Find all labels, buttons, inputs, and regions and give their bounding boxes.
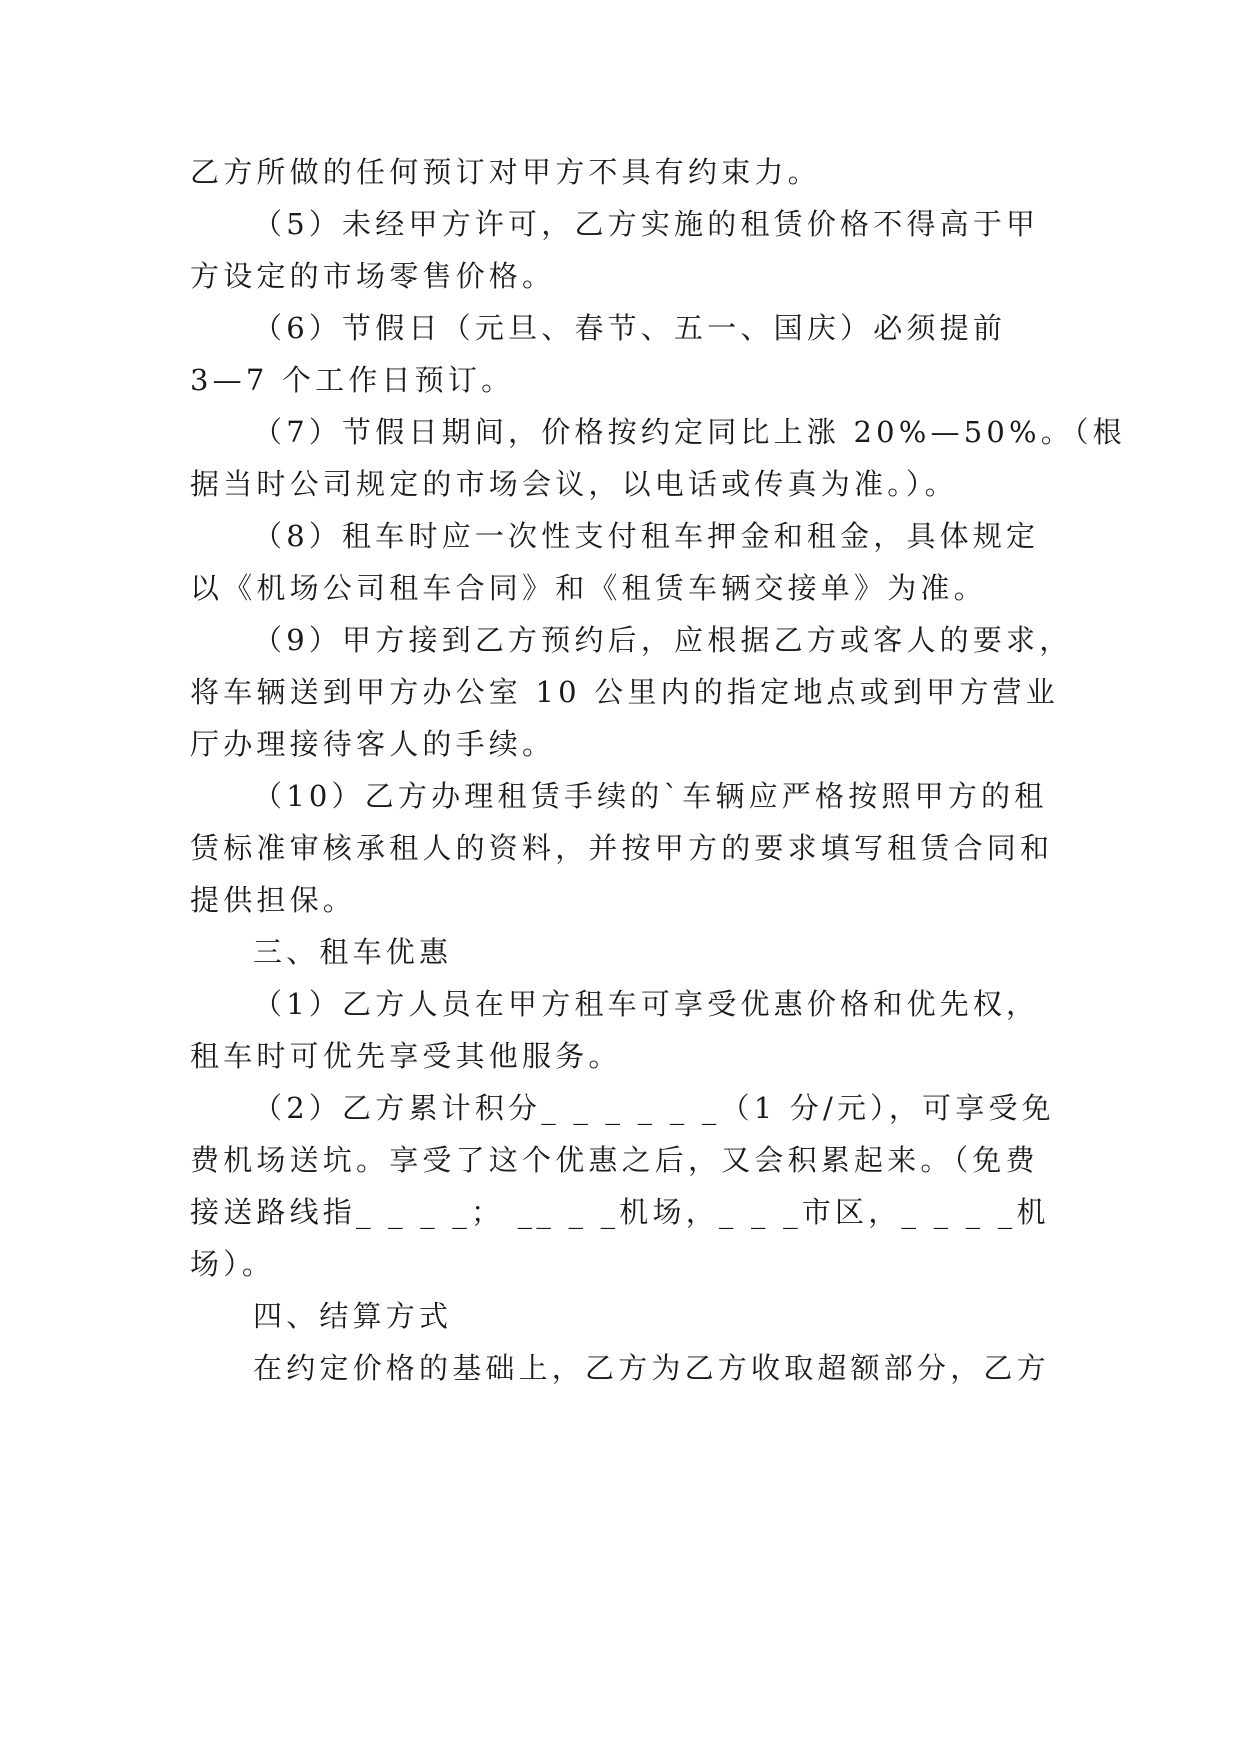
text-line: 厅办理接待客人的手续。 [190,727,556,761]
text-line: 在约定价格的基础上，乙方为乙方收取超额部分，乙方 [253,1351,1050,1385]
text-line: （5）未经甲方许可，乙方实施的租赁价格不得高于甲 [253,207,1040,241]
text-line: 费机场送坑。享受了这个优惠之后，又会积累起来。（免费 [190,1143,1039,1177]
text-line: 方设定的市场零售价格。 [190,259,556,293]
text-line: （8）租车时应一次性支付租车押金和租金，具体规定 [253,519,1040,553]
text-line: （6）节假日（元旦、春节、五一、国庆）必须提前 [253,311,1007,345]
text-line: 将车辆送到甲方办公室 10 公里内的指定地点或到甲方营业 [190,675,1059,709]
text-line: （1）乙方人员在甲方租车可享受优惠价格和优先权， [253,987,1040,1021]
text-line: 以《机场公司租车合同》和《租赁车辆交接单》为准。 [190,571,987,605]
text-line: 3—7 个工作日预订。 [190,363,515,397]
text-line: 赁标准审核承租人的资料，并按甲方的要求填写租赁合同和 [190,831,1054,865]
text-line: （10）乙方办理租赁手续的`车辆应严格按照甲方的租 [253,779,1048,813]
text-line: 据当时公司规定的市场会议，以电话或传真为准。）。 [190,467,958,501]
text-line: （2）乙方累计积分_ _ _ _ _ _（1 分/元），可享受免 [253,1091,1055,1125]
text-line: 场）。 [190,1247,276,1281]
text-line: 接送路线指_ _ _ _； __ _ _机场，_ _ _市区，_ _ _ _机 [190,1195,1050,1229]
text-line: 乙方所做的任何预订对甲方不具有约束力。 [190,155,821,189]
text-line: （7）节假日期间，价格按约定同比上涨 20%—50%。（根 [253,415,1126,449]
text-line: 提供担保。 [190,883,357,917]
text-line: （9）甲方接到乙方预约后，应根据乙方或客人的要求， [253,623,1073,657]
section-heading: 四、结算方式 [253,1299,453,1333]
section-heading: 三、租车优惠 [253,935,453,969]
text-line: 租车时可优先享受其他服务。 [190,1039,622,1073]
